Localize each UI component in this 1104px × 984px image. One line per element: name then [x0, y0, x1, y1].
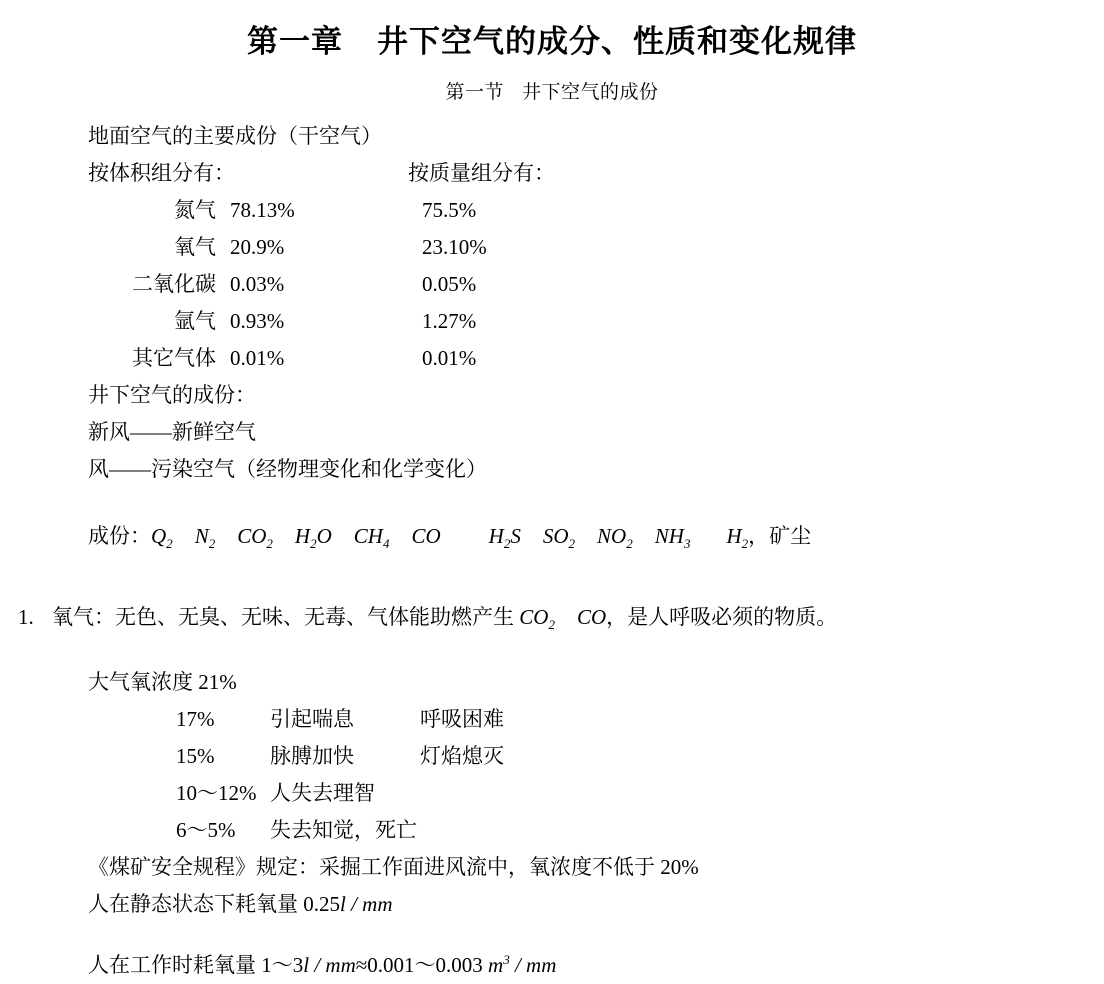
- work-consumption-unit-2: $m^3$ / mm: [482, 952, 557, 978]
- concentration-effect-primary: 人失去理智: [270, 781, 375, 806]
- concentration-effect-primary: 脉膊加快: [270, 744, 354, 769]
- volume-column-header: 按体积组分有：: [88, 161, 235, 185]
- concentration-effect-primary: 失去知觉，死亡: [270, 818, 417, 843]
- formula-n2: $N_2$: [194, 524, 216, 552]
- concentration-value: 6～5%: [176, 818, 236, 843]
- composition-label: 成份：: [88, 524, 151, 548]
- concentration-effect-secondary: 灯焰熄灭: [420, 744, 504, 769]
- polluted-air-line: 风——污染空气（经物理变化和化学变化）: [88, 457, 487, 481]
- table-row: [88, 340, 1104, 377]
- formula-nh3: $NH_3$: [654, 524, 691, 552]
- gas-name: 二氧化碳: [132, 272, 216, 296]
- table-row: [88, 303, 1104, 340]
- surface-air-section: [0, 118, 1104, 562]
- static-consumption-unit: l / mm: [340, 892, 393, 917]
- list-item: [88, 701, 1104, 738]
- formula-q2: $Q_2$: [151, 524, 173, 552]
- formula-co2-inline: $CO_2$: [514, 605, 555, 633]
- oxygen-concentration-section: [0, 664, 1104, 984]
- fresh-air-line: 新风——新鲜空气: [88, 420, 256, 444]
- regulation-line: 《煤矿安全规程》规定：采掘工作面进风流中，氧浓度不低于 20%: [88, 855, 699, 880]
- item-text-after: ，是人呼吸必须的物质。: [606, 605, 838, 630]
- composition-tail: ，矿尘: [748, 524, 812, 548]
- formula-co-inline: CO: [576, 605, 607, 630]
- gas-mass: 1.27%: [422, 309, 477, 333]
- list-item: [88, 738, 1104, 775]
- concentration-value: 17%: [176, 707, 215, 732]
- gas-volume: 78.13%: [230, 198, 295, 222]
- list-item: [0, 600, 1104, 642]
- formula-h2s: $H_2S$: [488, 524, 521, 552]
- document-page: [0, 16, 1104, 979]
- gas-volume: 0.93%: [230, 309, 285, 333]
- concentration-effect-primary: 引起喘息: [270, 707, 354, 732]
- concentration-value: 15%: [176, 744, 215, 769]
- static-consumption-prefix: 人在静态状态下耗氧量 0.25: [88, 892, 340, 917]
- section-title: [0, 77, 1104, 104]
- gas-mass: 75.5%: [422, 198, 477, 222]
- gas-name: 氮气: [174, 198, 216, 222]
- chapter-title: [0, 16, 1104, 61]
- chapter-number: 第一章: [247, 24, 343, 60]
- gas-volume: 0.03%: [230, 272, 285, 296]
- formula-co2: $CO_2$: [237, 524, 273, 552]
- gas-volume: 20.9%: [230, 235, 285, 259]
- concentration-value: 10～12%: [176, 781, 257, 806]
- composition-formula-line: [88, 518, 1104, 562]
- gas-mass: 0.05%: [422, 272, 477, 296]
- work-consumption-prefix: 人在工作时耗氧量 1～3: [88, 953, 304, 978]
- table-row: [88, 266, 1104, 303]
- table-row: [88, 192, 1104, 229]
- formula-co: CO: [411, 524, 441, 548]
- formula-ch4: $CH_4$: [353, 524, 390, 552]
- section-label: 第一节: [445, 82, 504, 103]
- atmospheric-oxygen-line: 大气氧浓度 21%: [88, 670, 237, 695]
- mine-air-heading: 井下空气的成份：: [88, 383, 256, 407]
- static-oxygen-consumption-line: [88, 886, 1104, 923]
- formula-h2o: $H_2O$: [294, 524, 332, 552]
- section-heading-text: 井下空气的成份: [522, 82, 659, 103]
- item-number: 1.: [18, 605, 34, 630]
- gas-volume: 0.01%: [230, 346, 285, 370]
- formula-so2: $SO_2$: [542, 524, 576, 552]
- gas-name: 其它气体: [132, 346, 216, 370]
- surface-air-heading: 地面空气的主要成份（干空气）: [88, 124, 382, 148]
- concentration-effect-secondary: 呼吸困难: [420, 707, 504, 732]
- work-consumption-range: 0.001～0.003: [367, 953, 483, 978]
- chapter-heading-text: 井下空气的成分、性质和变化规律: [377, 24, 857, 60]
- gas-name: 氩气: [174, 309, 216, 333]
- line-spacer: [88, 923, 1104, 941]
- table-row: [88, 229, 1104, 266]
- list-item: [88, 775, 1104, 812]
- approx-sign: ≈: [355, 953, 368, 978]
- formula-no2: $NO_2$: [597, 524, 633, 552]
- work-consumption-unit-1: l / mm: [303, 953, 356, 978]
- list-item: [88, 812, 1104, 849]
- mass-column-header: 按质量组分有：: [408, 161, 555, 185]
- gas-mass: 23.10%: [422, 235, 487, 259]
- formula-h2: $H_2$: [726, 524, 749, 552]
- item-text-before: 氧气：无色、无臭、无味、无毒、气体能助燃产生: [52, 605, 514, 630]
- composition-column-headers: [88, 155, 1104, 192]
- gas-mass: 0.01%: [422, 346, 477, 370]
- gas-name: 氧气: [174, 235, 216, 259]
